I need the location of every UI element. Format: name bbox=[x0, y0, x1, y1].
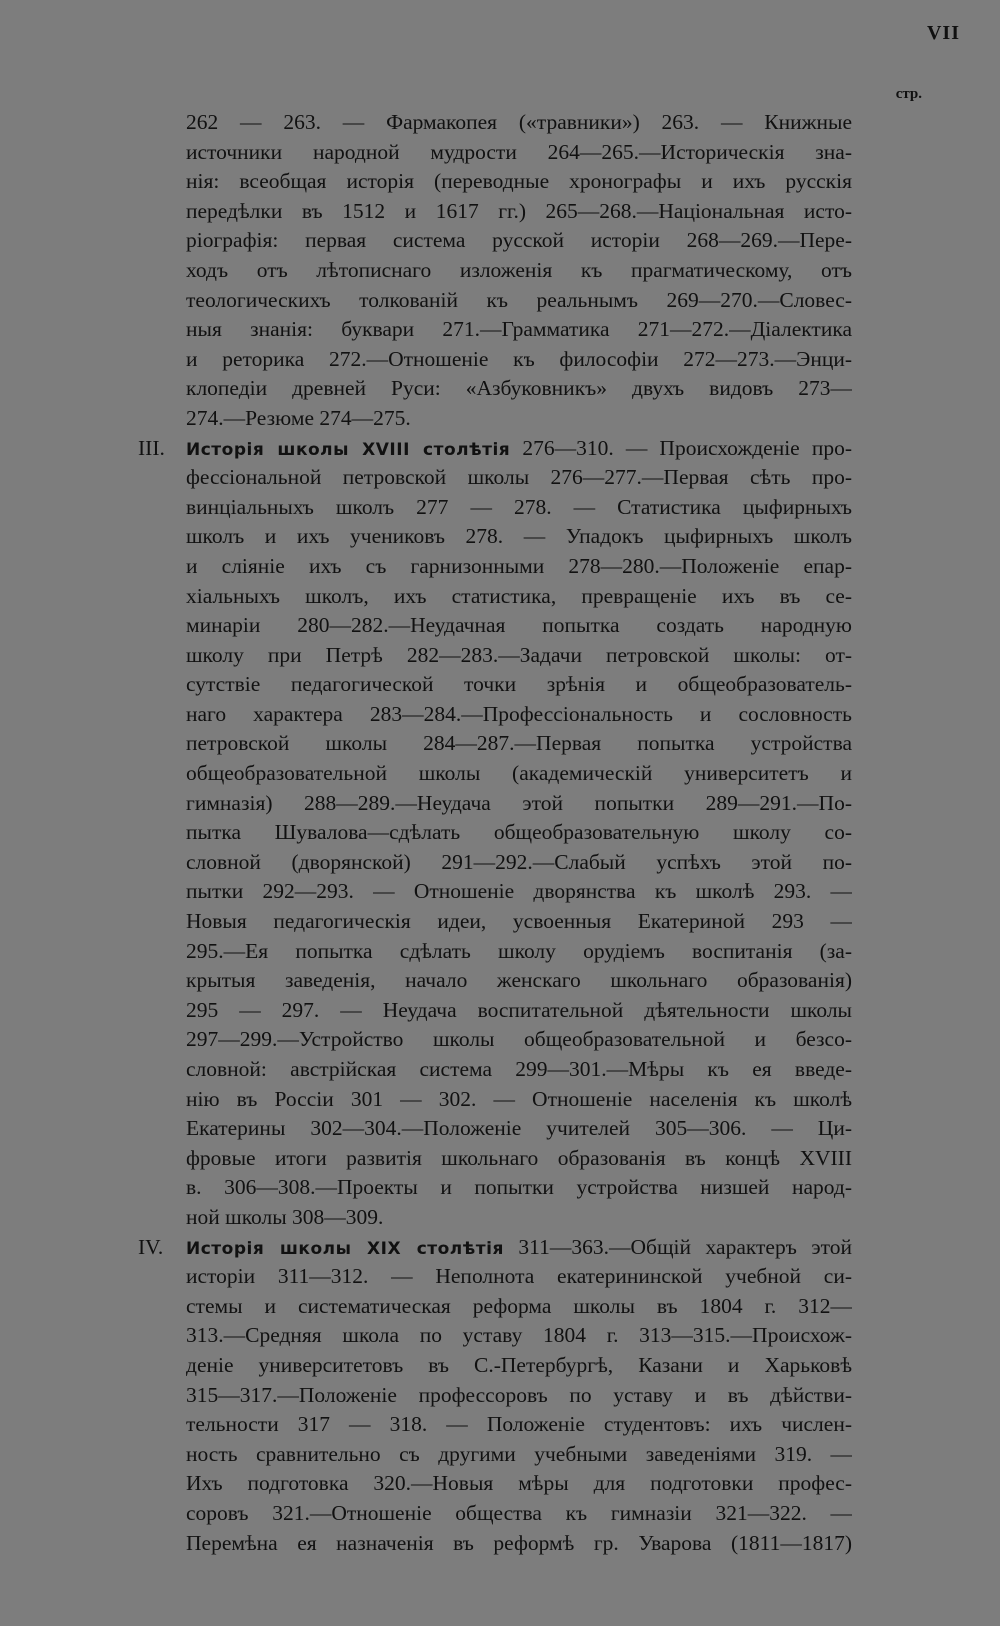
table-of-contents bbox=[0, 108, 1000, 1558]
toc-line: пытки 292—293. — Отношеніе дворянства къ школѣ 293. — bbox=[186, 879, 852, 904]
toc-line: ность сравнительно съ другими учебными заведеніями 319. — bbox=[186, 1441, 852, 1466]
toc-line: Екатерины 302—304.—Положеніе учителей 305—306. — Ци- bbox=[186, 1116, 852, 1141]
toc-line: передѣлки въ 1512 и 1617 гг.) 265—268.—Національная исто- bbox=[186, 198, 852, 223]
toc-line: и сліяніе ихъ съ гарнизонными 278—280.—Положеніе епар- bbox=[186, 553, 852, 578]
toc-line: и реторика 272.—Отношеніе къ философіи 272—273.—Энци- bbox=[186, 346, 852, 371]
toc-line: тельности 317 — 318. — Положеніе студентовъ: ихъ числен- bbox=[186, 1412, 852, 1437]
toc-line: крытыя заведенія, начало женскаго школьнаго образованія) bbox=[186, 968, 852, 993]
page-column-label: стр. bbox=[895, 86, 922, 102]
toc-line: Ихъ подготовка 320.—Новыя мѣры для подготовки профес- bbox=[186, 1471, 852, 1496]
toc-line: нію въ Россіи 301 — 302. — Отношеніе населенія къ школѣ bbox=[186, 1086, 852, 1111]
toc-line: ной школы 308—309. bbox=[186, 1204, 384, 1229]
toc-line: сутствіе педагогической точки зрѣнія и общеобразователь- bbox=[186, 672, 852, 697]
toc-line: 297—299.—Устройство школы общеобразовательной и безсо- bbox=[186, 1027, 852, 1052]
section-numeral: III. bbox=[138, 435, 165, 460]
toc-section-continued bbox=[0, 108, 852, 434]
toc-line: минаріи 280—282.—Неудачная попытка создать народную bbox=[186, 613, 852, 638]
toc-line: наго характера 283—284.—Профессіональность и сословность bbox=[186, 701, 852, 726]
toc-line: 262 — 263. — Фармакопея («травники») 263. — Книжные bbox=[186, 110, 852, 134]
toc-line: общеобразовательной школы (академическій университетъ и bbox=[186, 761, 852, 786]
toc-line: ходъ отъ лѣтописнаго изложенія къ прагматическому, отъ bbox=[186, 257, 852, 282]
toc-line: фровые итоги развитія школьнаго образованія въ концѣ XVIII bbox=[186, 1145, 852, 1170]
toc-line: 295.—Ея попытка сдѣлать школу орудіемъ воспитанія (за- bbox=[186, 938, 852, 963]
toc-line: источники народной мудрости 264—265.—Историческія зна- bbox=[186, 139, 852, 164]
section-heading: Исторія школы XVIII столѣтія bbox=[186, 439, 511, 460]
toc-line: ныя знанія: буквари 271.—Грамматика 271—272.—Діалектика bbox=[186, 317, 852, 342]
toc-line-rest: 311—363.—Общій характеръ этой bbox=[503, 1234, 852, 1259]
toc-line: в. 306—308.—Проекты и попытки устройства низшей народ- bbox=[186, 1175, 852, 1200]
page-number: VII bbox=[926, 22, 960, 44]
toc-line: 295 — 297. — Неудача воспитательной дѣятельности школы bbox=[186, 997, 852, 1022]
toc-line: исторіи 311—312. — Неполнота екатерининской учебной си- bbox=[186, 1264, 852, 1289]
toc-line: 274.—Резюме 274—275. bbox=[186, 405, 411, 430]
toc-section-iv bbox=[0, 1233, 852, 1559]
toc-line: словной: австрійская система 299—301.—Мѣры къ ея введе- bbox=[186, 1057, 852, 1081]
toc-line: словной (дворянской) 291—292.—Слабый успѣхъ этой по- bbox=[186, 849, 852, 874]
toc-line: фессіональной петровской школы 276—277.—Первая сѣть про- bbox=[186, 465, 852, 490]
toc-line: теологическихъ толкованій къ реальнымъ 269—270.—Словес- bbox=[186, 287, 852, 312]
toc-line: 315—317.—Положеніе профессоровъ по уставу и въ дѣйстви- bbox=[186, 1382, 852, 1407]
toc-line: школу при Петрѣ 282—283.—Задачи петровской школы: от- bbox=[186, 642, 852, 667]
toc-line: хіальныхъ школъ, ихъ статистика, превращеніе ихъ въ се- bbox=[186, 583, 852, 608]
toc-line: винціальныхъ школъ 277 — 278. — Статистика цыфирныхъ bbox=[186, 494, 852, 519]
section-numeral: IV. bbox=[138, 1234, 164, 1259]
toc-line: школъ и ихъ учениковъ 278. — Упадокъ цыфирныхъ школъ bbox=[186, 524, 852, 549]
toc-line: петровской школы 284—287.—Первая попытка устройства bbox=[186, 731, 852, 756]
toc-line: деніе университетовъ въ С.-Петербургѣ, Казани и Харьковѣ bbox=[186, 1352, 852, 1377]
toc-line: нія: всеобщая исторія (переводные хронографы и ихъ русскія bbox=[186, 169, 852, 194]
toc-line-first bbox=[186, 1233, 852, 1263]
toc-line: соровъ 321.—Отношеніе общества къ гимназіи 321—322. — bbox=[186, 1500, 852, 1525]
toc-line: Перемѣна ея назначенія въ реформѣ гр. Уварова (1811—1817) bbox=[186, 1530, 852, 1555]
toc-section-iii bbox=[0, 434, 852, 1233]
toc-line-first bbox=[186, 434, 852, 464]
toc-line: 313.—Средняя школа по уставу 1804 г. 313—315.—Происхож- bbox=[186, 1323, 852, 1348]
toc-line: Новыя педагогическія идеи, усвоенныя Екатериной 293 — bbox=[186, 909, 852, 934]
toc-line: гимназія) 288—289.—Неудача этой попытки 289—291.—По- bbox=[186, 790, 852, 815]
section-heading: Исторія школы XIX столѣтія bbox=[186, 1238, 504, 1259]
toc-line: клопедіи древней Руси: «Азбуковникъ» двухъ видовъ 273— bbox=[186, 376, 852, 401]
toc-line: пытка Шувалова—сдѣлать общеобразовательную школу со- bbox=[186, 820, 852, 845]
toc-line: стемы и систематическая реформа школы въ 1804 г. 312— bbox=[186, 1293, 852, 1318]
toc-line: ріографія: первая система русской исторіи 268—269.—Пере- bbox=[186, 228, 852, 253]
toc-line-rest: 276—310. — Происхожденіе про- bbox=[510, 435, 852, 460]
